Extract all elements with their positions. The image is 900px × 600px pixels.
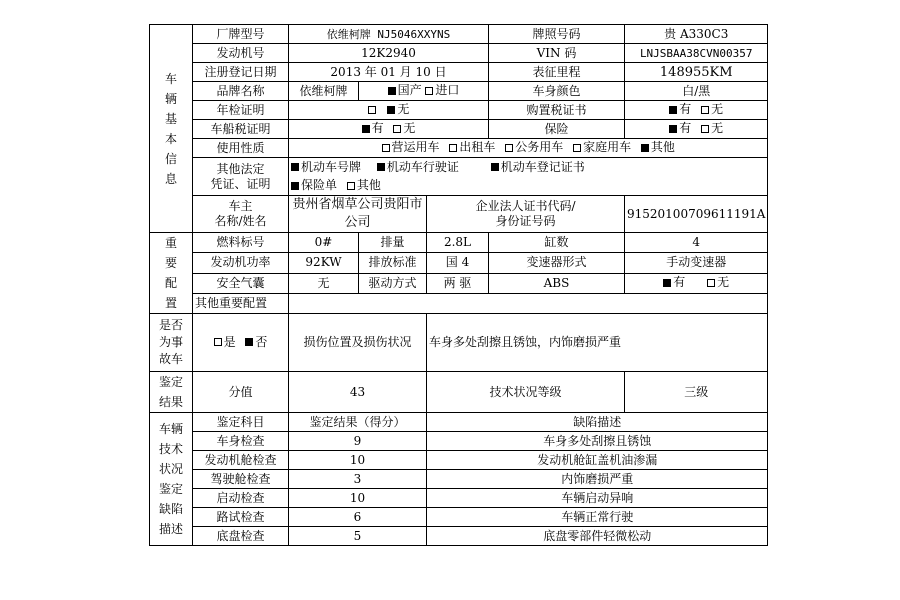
defect-item: 路试检查 xyxy=(193,508,289,527)
section-config-label: 重要配置 xyxy=(164,236,177,310)
owner-label xyxy=(193,196,289,233)
appraisal-table xyxy=(149,24,768,546)
vessel-tax-has-label: 有 xyxy=(371,121,384,136)
checkbox-usage-commercial[interactable] xyxy=(382,144,390,152)
checkbox-domestic[interactable] xyxy=(388,87,396,95)
accident-yes-label: 是 xyxy=(223,334,236,349)
insurance-label: 保险 xyxy=(489,120,625,139)
displacement-label: 排量 xyxy=(359,233,427,253)
reg-date-value: 2013 年 01 月 10 日 xyxy=(289,63,489,82)
emission-label: 排放标准 xyxy=(359,253,427,273)
defect-desc: 发动机舱缸盖机油渗漏 xyxy=(427,451,768,470)
defect-item: 驾驶舱检查 xyxy=(193,470,289,489)
score-value: 43 xyxy=(289,372,427,413)
vin-value: LNJSBAA38CVN00357 xyxy=(625,44,768,63)
table-row xyxy=(150,508,768,527)
table-row xyxy=(150,451,768,470)
other-config-value xyxy=(289,293,768,313)
gearbox-value: 手动变速器 xyxy=(625,253,768,273)
defects-header-item: 鉴定科目 xyxy=(193,413,289,432)
checkbox-inspection-yes[interactable] xyxy=(368,106,376,114)
owner-value: 贵州省烟草公司贵阳市公司 xyxy=(289,196,427,233)
displacement-value: 2.8L xyxy=(427,233,489,253)
defects-header-desc: 缺陷描述 xyxy=(427,413,768,432)
inspection-field xyxy=(289,101,489,120)
checkbox-insurance-has[interactable] xyxy=(669,125,677,133)
defect-desc: 车辆正常行驶 xyxy=(427,508,768,527)
usage-option-label: 公务用车 xyxy=(515,140,564,155)
abs-field xyxy=(625,273,768,293)
damage-value: 车身多处刮擦且锈蚀，内饰磨损严重 xyxy=(427,314,768,372)
owner-label-line2: 名称/姓名 xyxy=(214,214,267,228)
checkbox-doc-registration[interactable] xyxy=(491,163,499,171)
power-value: 92KW xyxy=(289,253,359,273)
origin-import-label: 进口 xyxy=(435,83,460,98)
inspection-label: 年检证明 xyxy=(193,101,289,120)
engine-no-value: 12K2940 xyxy=(289,44,489,63)
section-basic-info-label: 车辆基本信息 xyxy=(164,71,177,186)
emission-value: 国 4 xyxy=(427,253,489,273)
score-label: 分值 xyxy=(193,372,289,413)
airbag-label: 安全气囊 xyxy=(193,273,289,293)
fuel-label: 燃料标号 xyxy=(193,233,289,253)
defect-score: 6 xyxy=(289,508,427,527)
mileage-value: 148955KM xyxy=(625,63,768,82)
checkbox-usage-family[interactable] xyxy=(573,144,581,152)
usage-option-label: 出租车 xyxy=(459,140,496,155)
doc-label: 机动车号牌 xyxy=(301,159,362,174)
defect-desc: 内饰磨损严重 xyxy=(427,470,768,489)
vin-label: VIN 码 xyxy=(489,44,625,63)
abs-has-label: 有 xyxy=(673,275,686,290)
other-docs-label xyxy=(193,158,289,196)
table-row xyxy=(150,527,768,546)
purchase-tax-field xyxy=(625,101,768,120)
checkbox-abs-none[interactable] xyxy=(707,279,715,287)
section-accident xyxy=(150,314,193,372)
defect-desc: 车辆启动异响 xyxy=(427,489,768,508)
plate-label: 牌照号码 xyxy=(489,25,625,44)
origin-field xyxy=(359,82,489,101)
docs-row-2 xyxy=(289,177,768,196)
section-result xyxy=(150,372,193,413)
checkbox-usage-official[interactable] xyxy=(505,144,513,152)
fuel-value: 0# xyxy=(289,233,359,253)
insurance-none-label: 无 xyxy=(711,121,724,136)
section-defects-label: 车辆技术状况鉴定缺陷描述 xyxy=(158,422,183,536)
id-label-line2: 身份证号码 xyxy=(495,214,556,228)
vessel-tax-label: 车船税证明 xyxy=(193,120,289,139)
section-defects xyxy=(150,413,193,546)
insurance-field xyxy=(625,120,768,139)
brand-model-label: 厂牌型号 xyxy=(193,25,289,44)
drive-label: 驱动方式 xyxy=(359,273,427,293)
usage-option-label: 营运用车 xyxy=(391,140,440,155)
airbag-value: 无 xyxy=(289,273,359,293)
checkbox-doc-plate[interactable] xyxy=(291,163,299,171)
docs-row-1 xyxy=(289,158,768,177)
defect-item: 启动检查 xyxy=(193,489,289,508)
section-accident-label: 是否为事故车 xyxy=(158,318,183,366)
table-row xyxy=(150,489,768,508)
table-row xyxy=(150,470,768,489)
usage-label: 使用性质 xyxy=(193,139,289,158)
checkbox-purchase-tax-none[interactable] xyxy=(701,106,709,114)
color-value: 白/黑 xyxy=(625,82,768,101)
owner-label-line1: 车主 xyxy=(228,199,253,213)
usage-option-label: 其他 xyxy=(650,140,675,155)
drive-value: 两 驱 xyxy=(427,273,489,293)
checkbox-vessel-tax-has[interactable] xyxy=(362,125,370,133)
abs-none-label: 无 xyxy=(717,275,730,290)
purchase-tax-none-label: 无 xyxy=(711,102,724,117)
vehicle-appraisal-form xyxy=(149,24,768,546)
checkbox-accident-no[interactable] xyxy=(245,338,253,346)
defect-score: 10 xyxy=(289,451,427,470)
usage-field xyxy=(289,139,768,158)
checkbox-insurance-none[interactable] xyxy=(701,125,709,133)
defect-desc: 底盘零部件轻微松动 xyxy=(427,527,768,546)
brand-model-value: 依维柯牌 NJ5046XXYNS xyxy=(289,25,489,44)
purchase-tax-has-label: 有 xyxy=(679,102,692,117)
defect-item: 发动机舱检查 xyxy=(193,451,289,470)
origin-domestic-label: 国产 xyxy=(397,83,422,98)
brand-name-value: 依维柯牌 xyxy=(289,82,359,101)
usage-option-label: 家庭用车 xyxy=(583,140,632,155)
other-docs-label-line2: 凭证、证明 xyxy=(210,176,271,191)
engine-no-label: 发动机号 xyxy=(193,44,289,63)
grade-value: 三级 xyxy=(625,372,768,413)
insurance-has-label: 有 xyxy=(679,121,692,136)
defect-item: 车身检查 xyxy=(193,432,289,451)
cylinders-value: 4 xyxy=(625,233,768,253)
defect-score: 10 xyxy=(289,489,427,508)
abs-label: ABS xyxy=(489,273,625,293)
checkbox-inspection-none[interactable] xyxy=(387,106,395,114)
vessel-tax-field xyxy=(289,120,489,139)
section-result-label: 鉴定结果 xyxy=(158,375,183,409)
defect-desc: 车身多处刮擦且锈蚀 xyxy=(427,432,768,451)
id-value: 91520100709611191A xyxy=(625,196,768,233)
color-label: 车身颜色 xyxy=(489,82,625,101)
doc-label: 保险单 xyxy=(301,178,338,192)
cylinders-label: 缸数 xyxy=(489,233,625,253)
defect-item: 底盘检查 xyxy=(193,527,289,546)
section-config xyxy=(150,233,193,314)
plate-value: 贵 A330C3 xyxy=(625,25,768,44)
checkbox-usage-other[interactable] xyxy=(641,144,649,152)
grade-label: 技术状况等级 xyxy=(427,372,625,413)
other-docs-label-line1: 其他法定 xyxy=(216,161,265,176)
checkbox-doc-license[interactable] xyxy=(377,163,385,171)
damage-label: 损伤位置及损伤状况 xyxy=(289,314,427,372)
checkbox-accident-yes[interactable] xyxy=(214,338,222,346)
checkbox-import[interactable] xyxy=(425,87,433,95)
purchase-tax-label: 购置税证书 xyxy=(489,101,625,120)
accident-field xyxy=(193,314,289,372)
doc-label: 机动车登记证书 xyxy=(500,159,585,174)
mileage-label: 表征里程 xyxy=(489,63,625,82)
defect-score: 9 xyxy=(289,432,427,451)
brand-name-label: 品牌名称 xyxy=(193,82,289,101)
checkbox-purchase-tax-has[interactable] xyxy=(669,106,677,114)
doc-label: 其他 xyxy=(356,178,381,192)
checkbox-vessel-tax-none[interactable] xyxy=(393,125,401,133)
reg-date-label: 注册登记日期 xyxy=(193,63,289,82)
other-config-label: 其他重要配置 xyxy=(193,293,289,313)
section-basic-info xyxy=(150,25,193,233)
checkbox-usage-taxi[interactable] xyxy=(449,144,457,152)
inspection-none-label: 无 xyxy=(397,102,410,117)
checkbox-doc-insurance[interactable] xyxy=(291,182,299,190)
defects-header-score: 鉴定结果（得分） xyxy=(289,413,427,432)
id-label-line1: 企业法人证书代码/ xyxy=(475,199,576,213)
id-label xyxy=(427,196,625,233)
gearbox-label: 变速器形式 xyxy=(489,253,625,273)
power-label: 发动机功率 xyxy=(193,253,289,273)
table-row xyxy=(150,432,768,451)
vessel-tax-none-label: 无 xyxy=(403,121,416,136)
doc-label: 机动车行驶证 xyxy=(386,159,459,174)
accident-no-label: 否 xyxy=(255,334,268,349)
checkbox-abs-has[interactable] xyxy=(663,279,671,287)
checkbox-doc-other[interactable] xyxy=(347,182,355,190)
defect-score: 3 xyxy=(289,470,427,489)
defect-score: 5 xyxy=(289,527,427,546)
